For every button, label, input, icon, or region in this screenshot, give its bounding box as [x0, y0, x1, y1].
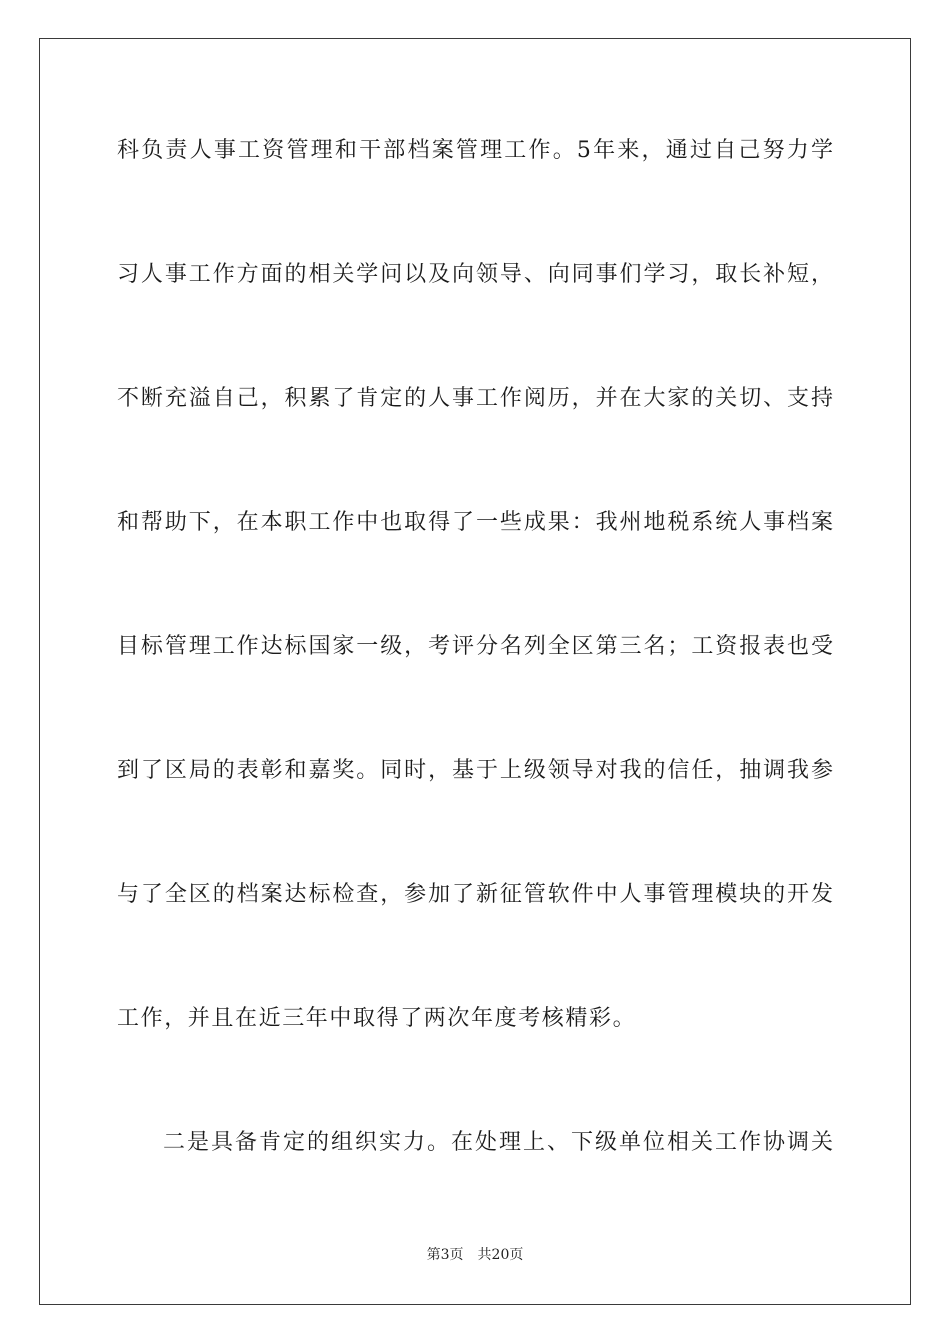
document-body	[117, 124, 833, 1240]
paragraph-line-last: 工作，并且在近三年中取得了两次年度考核精彩。	[117, 1006, 637, 1031]
paragraph-line: 和帮助下，在本职工作中也取得了一些成果：我州地税系统人事档案	[117, 510, 833, 535]
paragraph-line: 与了全区的档案达标检查，参加了新征管软件中人事管理模块的开发	[117, 882, 833, 907]
paragraph-line: 不断充溢自己，积累了肯定的人事工作阅历，并在大家的关切、支持	[117, 386, 833, 411]
paragraph-line: 目标管理工作达标国家一级，考评分名列全区第三名；工资报表也受	[117, 634, 833, 659]
page-footer	[0, 1245, 950, 1265]
paragraph-line-indented: 二是具备肯定的组织实力。在处理上、下级单位相关工作协调关	[163, 1130, 833, 1155]
paragraph-line: 习人事工作方面的相关学问以及向领导、向同事们学习，取长补短，	[117, 262, 833, 287]
paragraph-line: 到了区局的表彰和嘉奖。同时，基于上级领导对我的信任，抽调我参	[117, 758, 833, 783]
page-number: 第3页	[426, 1247, 464, 1263]
paragraph-line: 科负责人事工资管理和干部档案管理工作。5年来，通过自己努力学	[117, 138, 833, 163]
page-total: 共20页	[477, 1247, 524, 1263]
